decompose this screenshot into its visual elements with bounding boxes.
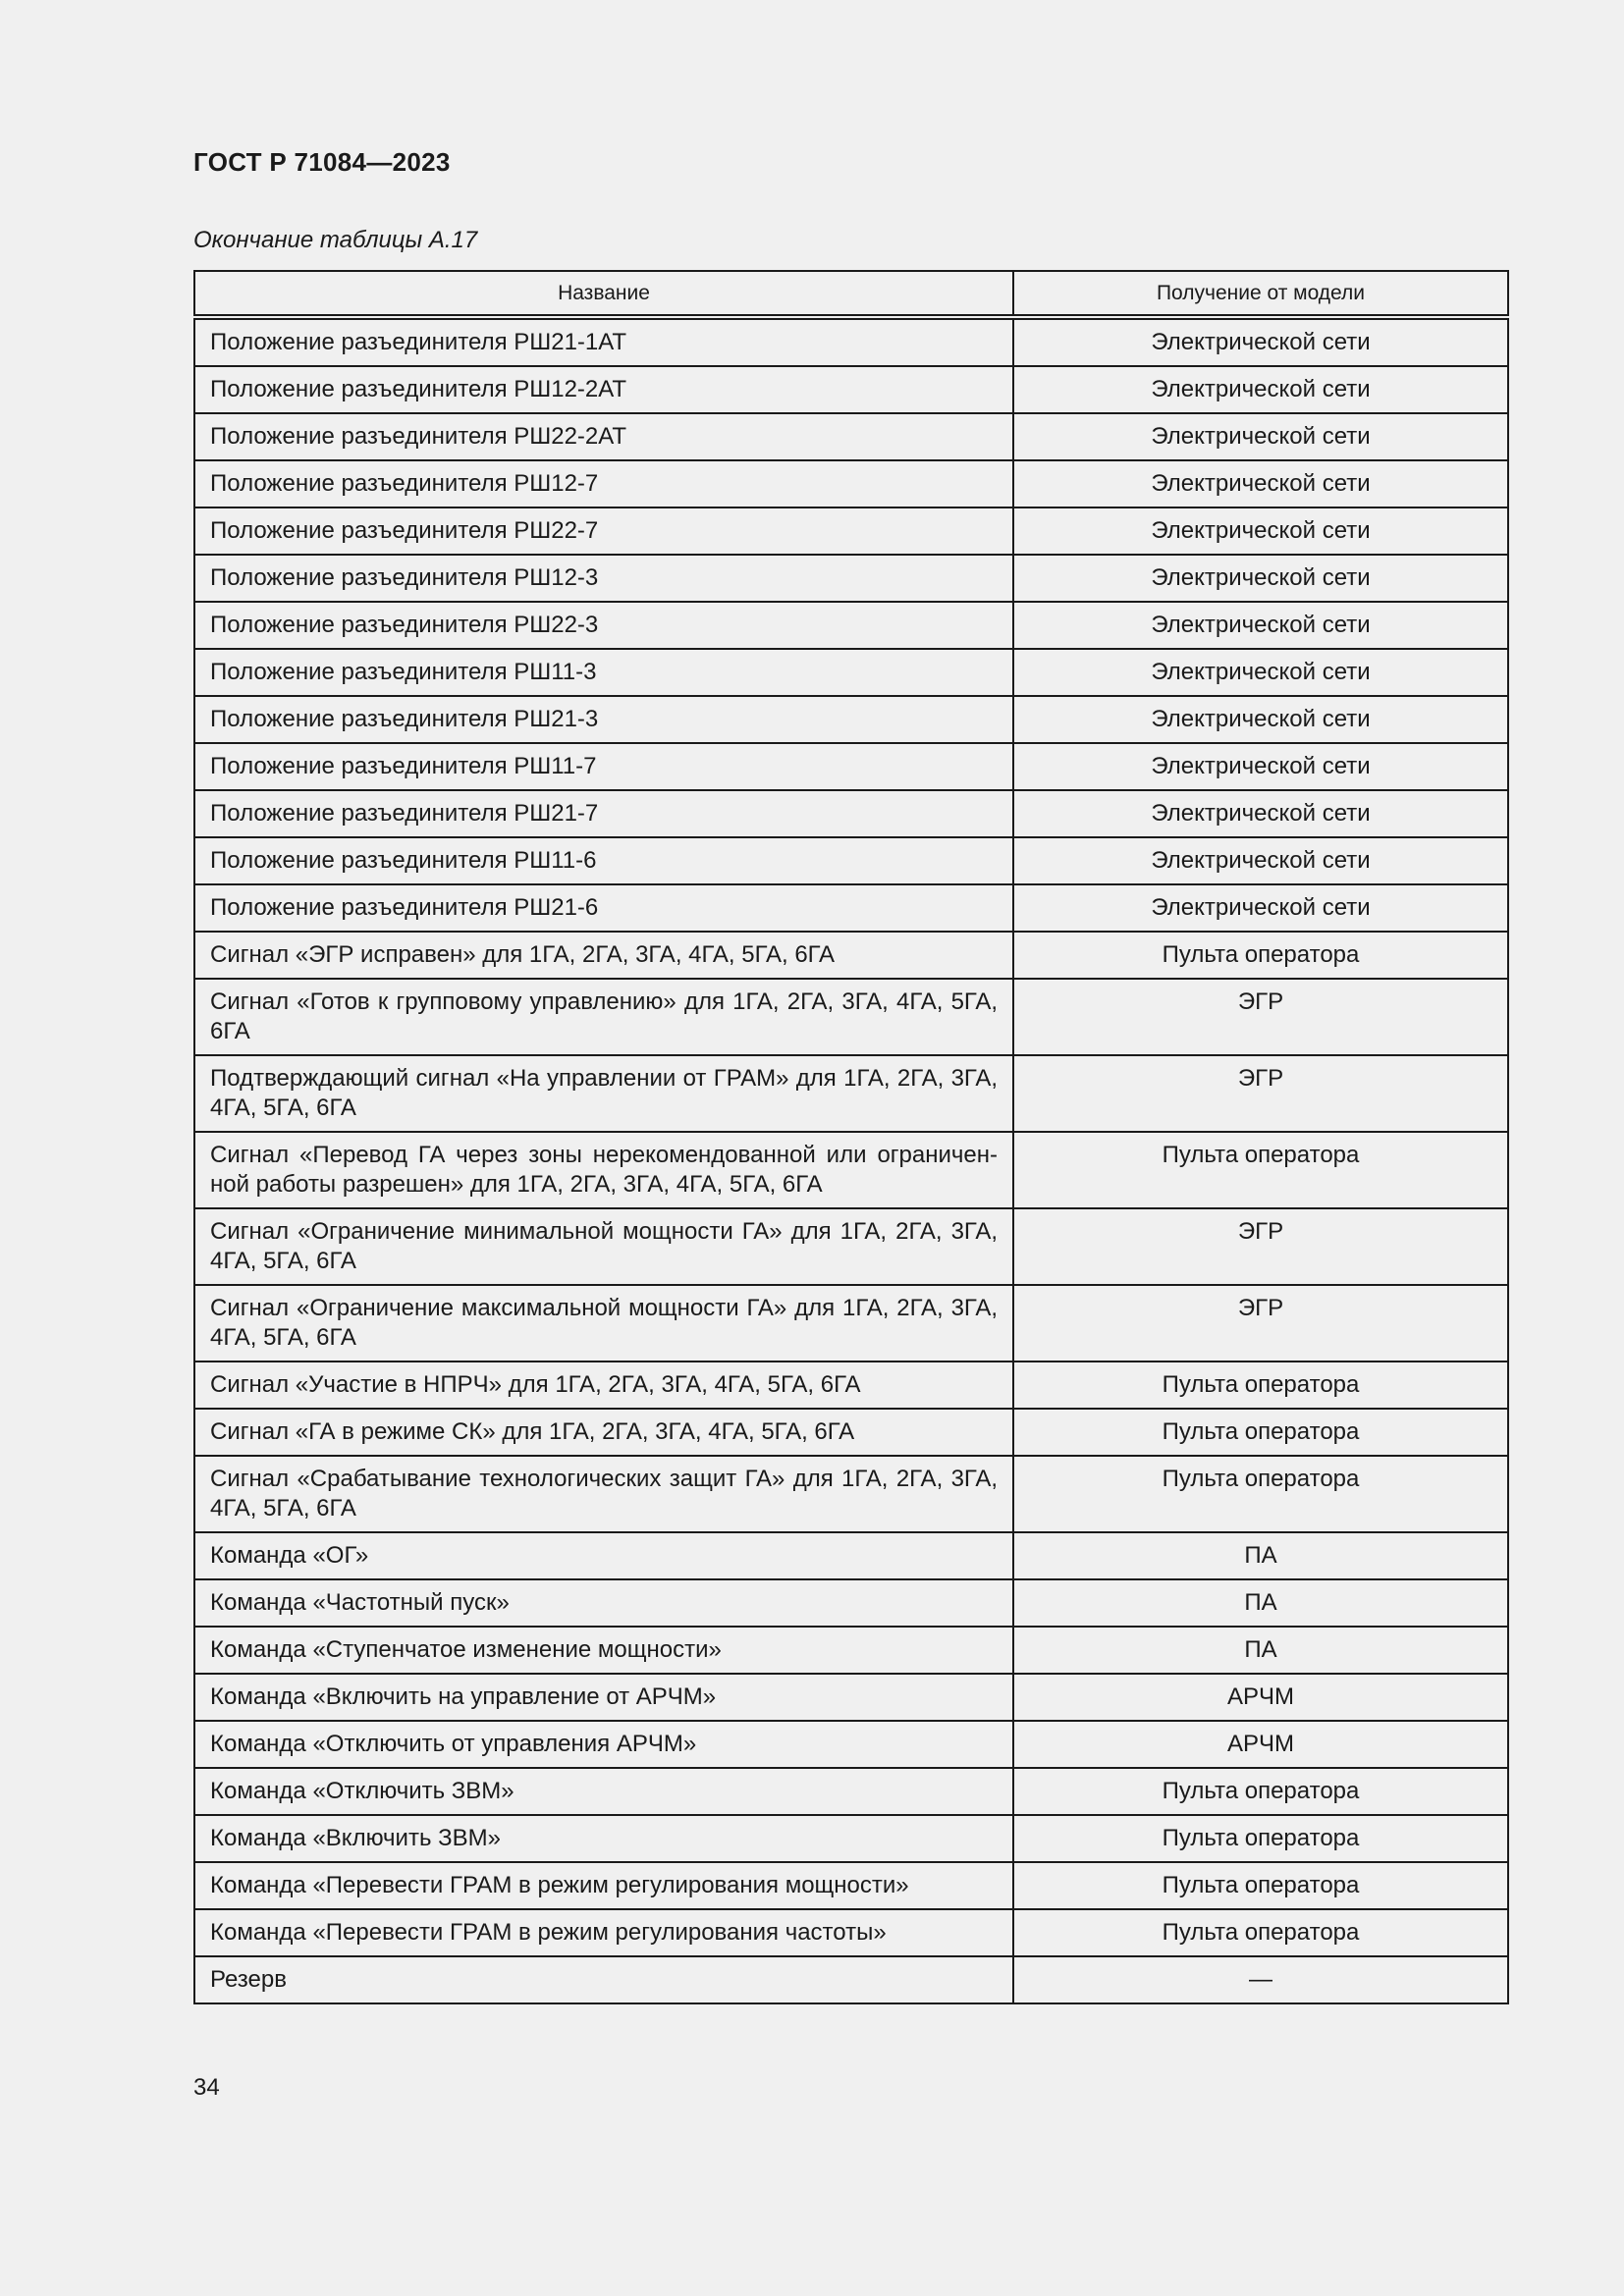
row-name-cell: Команда «Перевести ГРАМ в режим регулирования частоты» — [194, 1909, 1013, 1956]
row-name-cell: Команда «Перевести ГРАМ в режим регулирования мощности» — [194, 1862, 1013, 1909]
row-name-cell: Сигнал «Ограничение максимальной мощности ГА» для 1ГА, 2ГА, 3ГА, 4ГА, 5ГА, 6ГА — [194, 1285, 1013, 1362]
table-row — [194, 696, 1508, 743]
row-source-cell: Пульта оператора — [1013, 1815, 1508, 1862]
table-row — [194, 743, 1508, 790]
row-source-cell: — — [1013, 1956, 1508, 2003]
table-row — [194, 555, 1508, 602]
row-name-cell: Положение разъединителя РШ12-3 — [194, 555, 1013, 602]
table-row — [194, 1132, 1508, 1208]
data-table — [193, 270, 1509, 2004]
table-caption: Окончание таблицы А.17 — [193, 227, 478, 253]
table-row — [194, 1909, 1508, 1956]
table-row — [194, 790, 1508, 837]
table-row — [194, 317, 1508, 366]
row-source-cell: Электрической сети — [1013, 413, 1508, 460]
row-name-cell: Сигнал «Готов к групповому управлению» для 1ГА, 2ГА, 3ГА, 4ГА, 5ГА, 6ГА — [194, 979, 1013, 1055]
table-row — [194, 1362, 1508, 1409]
row-name-cell: Положение разъединителя РШ12-2АТ — [194, 366, 1013, 413]
row-source-cell: Электрической сети — [1013, 884, 1508, 932]
table-row — [194, 1674, 1508, 1721]
row-source-cell: ЭГР — [1013, 1055, 1508, 1132]
row-source-cell: АРЧМ — [1013, 1721, 1508, 1768]
row-source-cell: Пульта оператора — [1013, 1862, 1508, 1909]
table-row — [194, 1862, 1508, 1909]
table-row — [194, 1768, 1508, 1815]
row-name-cell: Команда «Включить ЗВМ» — [194, 1815, 1013, 1862]
row-name-cell: Сигнал «ЭГР исправен» для 1ГА, 2ГА, 3ГА, 4ГА, 5ГА, 6ГА — [194, 932, 1013, 979]
row-source-cell: Пульта оператора — [1013, 1909, 1508, 1956]
row-source-cell: ПА — [1013, 1532, 1508, 1579]
row-name-cell: Положение разъединителя РШ22-3 — [194, 602, 1013, 649]
row-name-cell: Положение разъединителя РШ22-2АТ — [194, 413, 1013, 460]
row-name-cell: Сигнал «Перевод ГА через зоны нерекомендованной или ограничен-ной работы разрешен» для 1ГА, 2ГА, 3ГА, 4ГА, 5ГА, 6ГА — [194, 1132, 1013, 1208]
row-name-cell: Команда «Отключить от управления АРЧМ» — [194, 1721, 1013, 1768]
table-row — [194, 1208, 1508, 1285]
table-row — [194, 884, 1508, 932]
row-source-cell: ЭГР — [1013, 1285, 1508, 1362]
row-name-cell: Подтверждающий сигнал «На управлении от ГРАМ» для 1ГА, 2ГА, 3ГА, 4ГА, 5ГА, 6ГА — [194, 1055, 1013, 1132]
row-name-cell: Положение разъединителя РШ11-7 — [194, 743, 1013, 790]
table-row — [194, 932, 1508, 979]
table-row — [194, 1579, 1508, 1627]
row-name-cell: Команда «Включить на управление от АРЧМ» — [194, 1674, 1013, 1721]
table-row — [194, 979, 1508, 1055]
column-header-source: Получение от модели — [1013, 271, 1508, 317]
row-name-cell: Команда «Ступенчатое изменение мощности» — [194, 1627, 1013, 1674]
row-source-cell: Электрической сети — [1013, 602, 1508, 649]
table-row — [194, 460, 1508, 507]
row-source-cell: ЭГР — [1013, 979, 1508, 1055]
row-source-cell: Электрической сети — [1013, 366, 1508, 413]
table-row — [194, 1815, 1508, 1862]
column-header-name: Название — [194, 271, 1013, 317]
row-name-cell: Резерв — [194, 1956, 1013, 2003]
row-source-cell: Электрической сети — [1013, 743, 1508, 790]
table-row — [194, 1532, 1508, 1579]
row-name-cell: Положение разъединителя РШ21-3 — [194, 696, 1013, 743]
row-source-cell: Электрической сети — [1013, 790, 1508, 837]
table-row — [194, 1456, 1508, 1532]
row-name-cell: Команда «Частотный пуск» — [194, 1579, 1013, 1627]
row-source-cell: Электрической сети — [1013, 837, 1508, 884]
row-source-cell: ПА — [1013, 1627, 1508, 1674]
row-name-cell: Положение разъединителя РШ12-7 — [194, 460, 1013, 507]
row-name-cell: Сигнал «ГА в режиме СК» для 1ГА, 2ГА, 3ГА, 4ГА, 5ГА, 6ГА — [194, 1409, 1013, 1456]
row-name-cell: Команда «Отключить ЗВМ» — [194, 1768, 1013, 1815]
row-source-cell: Пульта оператора — [1013, 1456, 1508, 1532]
row-source-cell: Электрической сети — [1013, 317, 1508, 366]
table-row — [194, 837, 1508, 884]
row-name-cell: Положение разъединителя РШ22-7 — [194, 507, 1013, 555]
table-row — [194, 366, 1508, 413]
row-source-cell: ЭГР — [1013, 1208, 1508, 1285]
table-row — [194, 1409, 1508, 1456]
row-name-cell: Положение разъединителя РШ11-6 — [194, 837, 1013, 884]
table-row — [194, 1956, 1508, 2003]
table-row — [194, 413, 1508, 460]
table-row — [194, 649, 1508, 696]
table-row — [194, 602, 1508, 649]
row-name-cell: Положение разъединителя РШ21-1АТ — [194, 317, 1013, 366]
row-source-cell: Пульта оператора — [1013, 1362, 1508, 1409]
row-name-cell: Сигнал «Срабатывание технологических защит ГА» для 1ГА, 2ГА, 3ГА, 4ГА, 5ГА, 6ГА — [194, 1456, 1013, 1532]
table-row — [194, 1285, 1508, 1362]
table-row — [194, 1055, 1508, 1132]
row-source-cell: Пульта оператора — [1013, 1768, 1508, 1815]
table-row — [194, 1627, 1508, 1674]
row-source-cell: Электрической сети — [1013, 460, 1508, 507]
row-source-cell: Электрической сети — [1013, 696, 1508, 743]
table-header-row — [194, 271, 1508, 317]
row-source-cell: Электрической сети — [1013, 555, 1508, 602]
row-source-cell: Электрической сети — [1013, 649, 1508, 696]
row-source-cell: Электрической сети — [1013, 507, 1508, 555]
row-source-cell: Пульта оператора — [1013, 932, 1508, 979]
table-row — [194, 1721, 1508, 1768]
document-header: ГОСТ Р 71084—2023 — [193, 147, 451, 177]
row-name-cell: Сигнал «Ограничение минимальной мощности ГА» для 1ГА, 2ГА, 3ГА, 4ГА, 5ГА, 6ГА — [194, 1208, 1013, 1285]
table-row — [194, 507, 1508, 555]
row-name-cell: Сигнал «Участие в НПРЧ» для 1ГА, 2ГА, 3ГА, 4ГА, 5ГА, 6ГА — [194, 1362, 1013, 1409]
row-source-cell: АРЧМ — [1013, 1674, 1508, 1721]
row-name-cell: Команда «ОГ» — [194, 1532, 1013, 1579]
row-name-cell: Положение разъединителя РШ21-6 — [194, 884, 1013, 932]
row-source-cell: Пульта оператора — [1013, 1132, 1508, 1208]
row-name-cell: Положение разъединителя РШ11-3 — [194, 649, 1013, 696]
row-source-cell: Пульта оператора — [1013, 1409, 1508, 1456]
row-name-cell: Положение разъединителя РШ21-7 — [194, 790, 1013, 837]
page-number: 34 — [193, 2074, 220, 2101]
row-source-cell: ПА — [1013, 1579, 1508, 1627]
